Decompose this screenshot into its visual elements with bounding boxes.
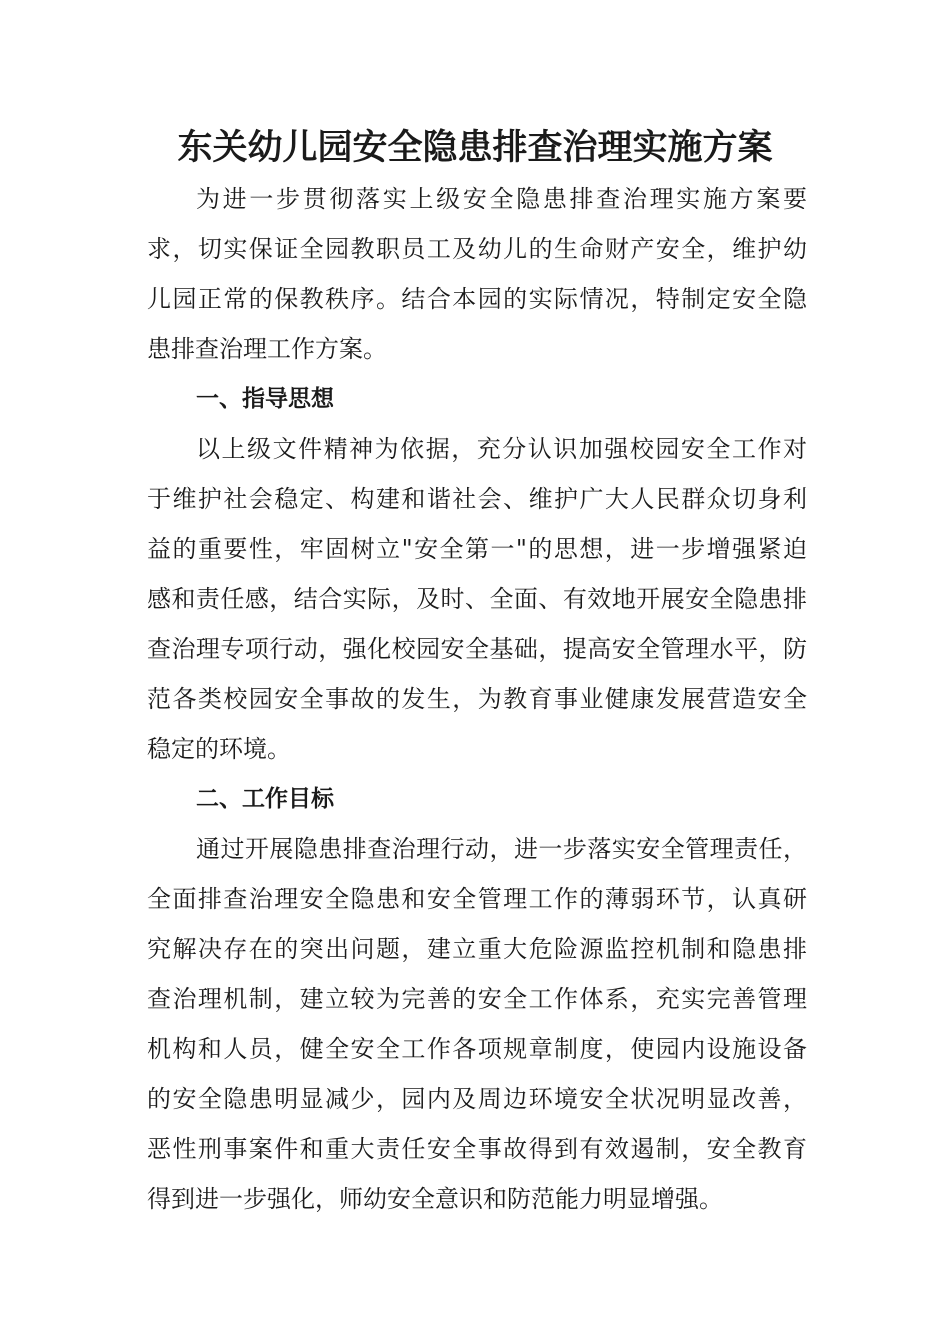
paragraph-line: 以上级文件精神为依据，充分认识加强校园安全工作对	[196, 435, 807, 463]
paragraph-line: 于维护社会稳定、构建和谐社会、维护广大人民群众切身利	[147, 485, 807, 513]
intro-line: 求，切实保证全园教职员工及幼儿的生命财产安全，维护幼	[147, 235, 807, 263]
intro-line: 患排查治理工作方案。	[147, 335, 387, 363]
intro-line: 为进一步贯彻落实上级安全隐患排查治理实施方案要	[196, 185, 807, 213]
paragraph-line: 查治理机制，建立较为完善的安全工作体系，充实完善管理	[147, 985, 807, 1013]
paragraph-line: 益的重要性，牢固树立"安全第一"的思想，进一步增强紧迫	[147, 535, 807, 563]
paragraph-line: 通过开展隐患排查治理行动，进一步落实安全管理责任，	[196, 835, 807, 863]
paragraph-line: 范各类校园安全事故的发生，为教育事业健康发展营造安全	[147, 685, 807, 713]
paragraph-line: 机构和人员，健全安全工作各项规章制度，使园内设施设备	[147, 1035, 807, 1063]
section-heading: 二、工作目标	[196, 786, 334, 812]
paragraph-line: 感和责任感，结合实际，及时、全面、有效地开展安全隐患排	[147, 585, 807, 613]
paragraph-line: 全面排查治理安全隐患和安全管理工作的薄弱环节，认真研	[147, 885, 807, 913]
paragraph-line: 查治理专项行动，强化校园安全基础，提高安全管理水平，防	[147, 635, 807, 663]
paragraph-line: 稳定的环境。	[147, 735, 291, 763]
paragraph-line: 恶性刑事案件和重大责任安全事故得到有效遏制，安全教育	[147, 1135, 807, 1163]
paragraph-line: 得到进一步强化，师幼安全意识和防范能力明显增强。	[147, 1185, 723, 1213]
section-heading: 一、指导思想	[196, 386, 334, 412]
document-title: 东关幼儿园安全隐患排查治理实施方案	[177, 127, 773, 168]
paragraph-line: 的安全隐患明显减少，园内及周边环境安全状况明显改善，	[147, 1085, 807, 1113]
intro-line: 儿园正常的保教秩序。结合本园的实际情况，特制定安全隐	[147, 285, 807, 313]
paragraph-line: 究解决存在的突出问题，建立重大危险源监控机制和隐患排	[147, 935, 807, 963]
